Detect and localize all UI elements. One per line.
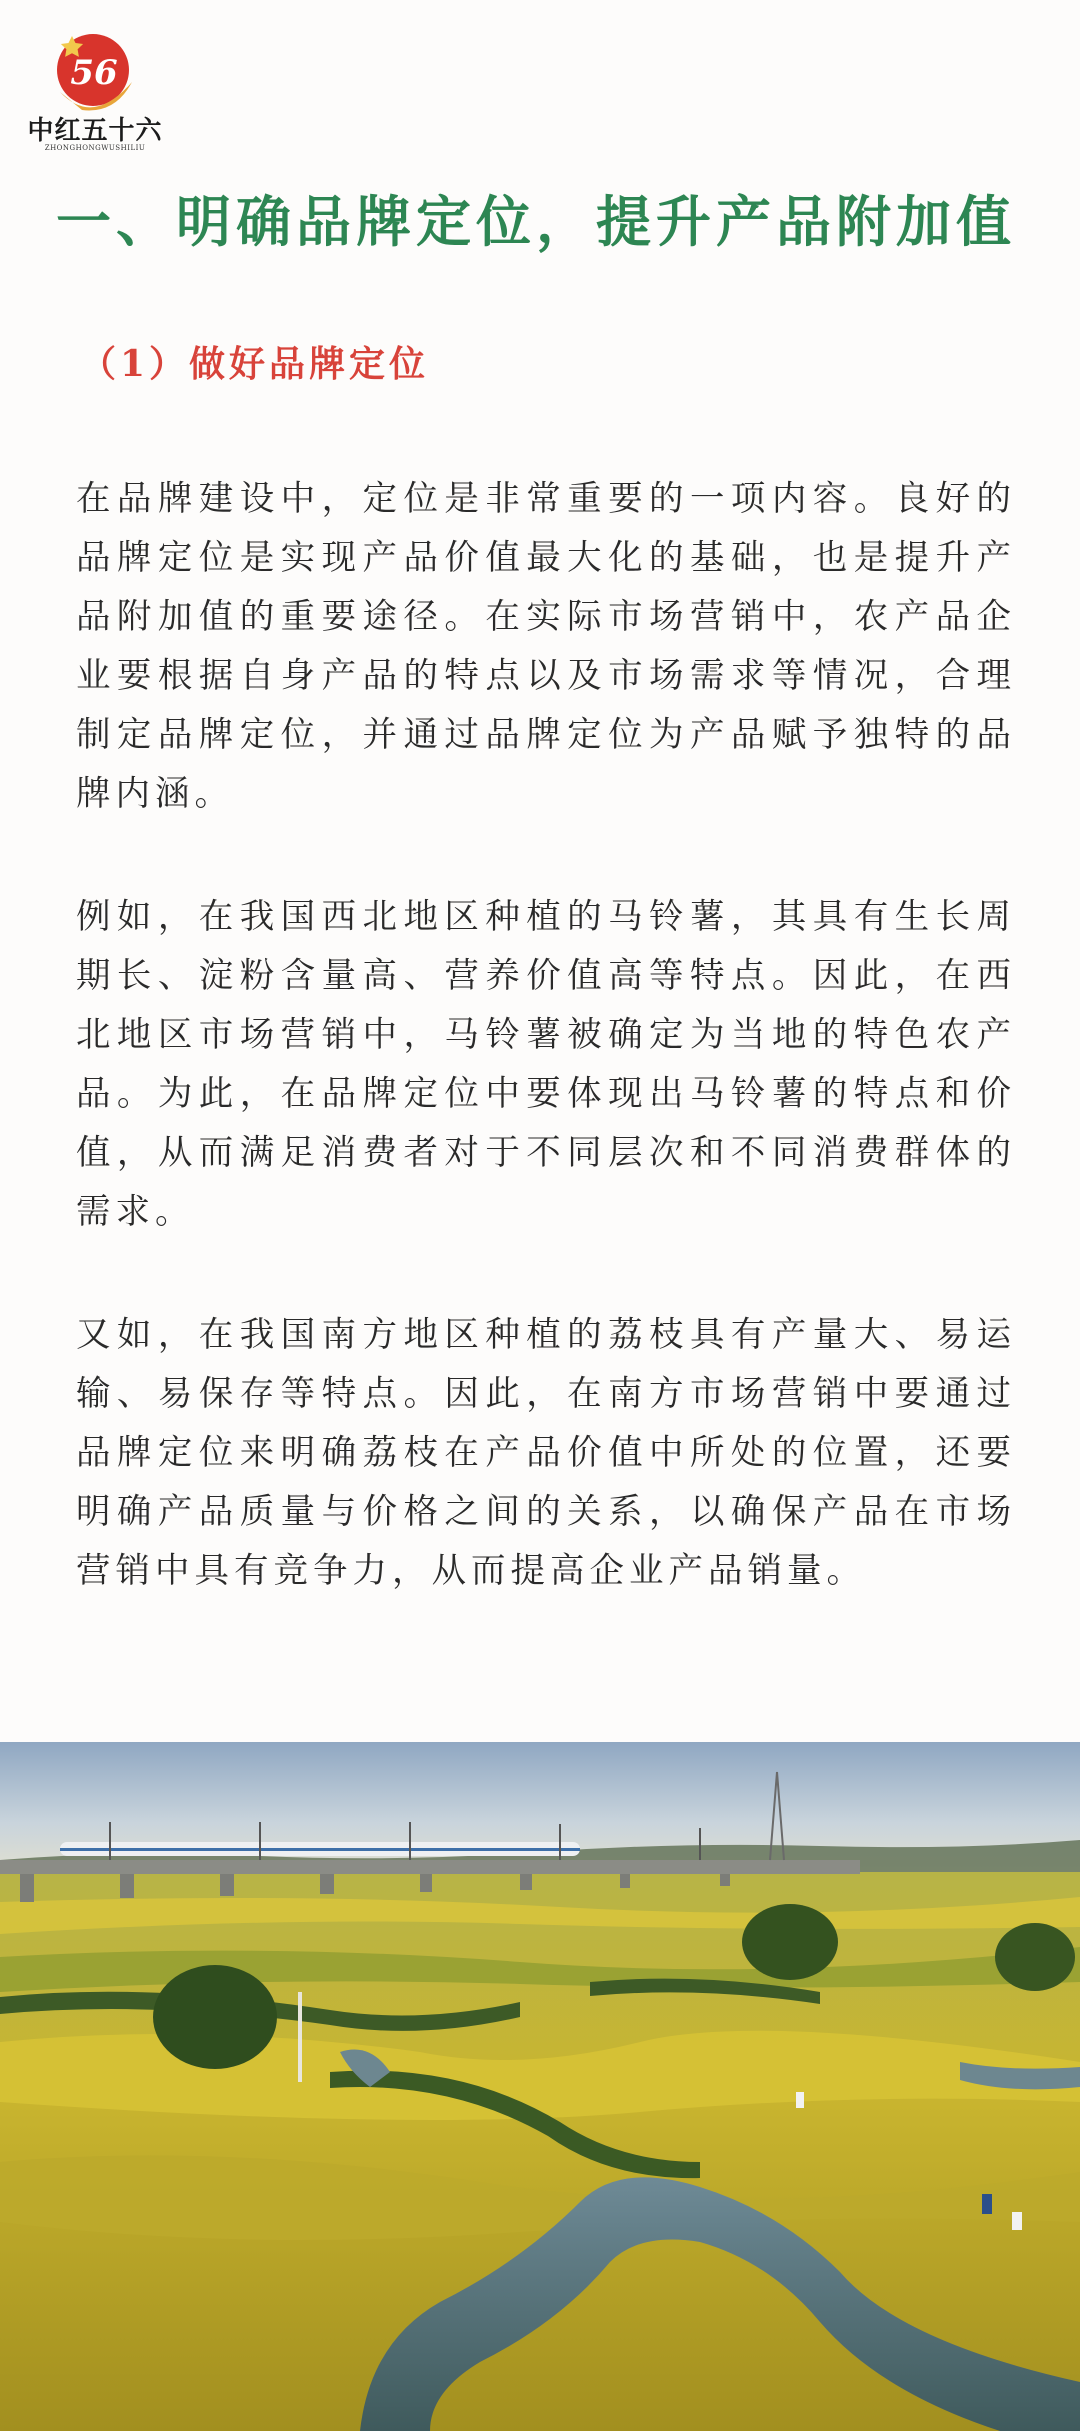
- tree: [995, 1923, 1075, 1991]
- logo-subtext: ZHONGHONGWUSHILIU: [44, 144, 146, 152]
- paragraph-potato-example: 例如，在我国西北地区种植的马铃薯，其具有生长周期长、淀粉含量高、营养价值高等特点。因此，在西北地区市场营销中，马铃薯被确定为当地的特色农产品。为此，在品牌定位中要体现出马铃薯的特点和价值，从而满足消费者对于不同层次和不同消费群体的需求。: [76, 897, 1016, 1232]
- logo-emblem-icon: [20, 22, 170, 117]
- paragraph-brand-positioning: 在品牌建设中，定位是非常重要的一项内容。良好的品牌定位是实现产品价值最大化的基础，也是提升产品附加值的重要途径。在实际市场营销中，农产品企业要根据自身产品的特点以及市场需求等情况，合理制定品牌定位，并通过品牌定位为产品赋予独特的品牌内涵。: [76, 479, 1016, 814]
- landscape-photo: [0, 1742, 1080, 2431]
- railway-viaduct: [0, 1860, 860, 1874]
- logo-text: 中红五十六: [27, 116, 163, 146]
- section-subtitle: （1）做好品牌定位: [80, 343, 430, 385]
- tree: [742, 1904, 838, 1980]
- logo-number: 56: [70, 53, 118, 93]
- page-title: 一、明确品牌定位，提升产品附加值: [56, 189, 1017, 254]
- paragraph-lychee-example: 又如，在我国南方地区种植的荔枝具有产量大、易运输、易保存等特点。因此，在南方市场营销中要通过品牌定位来明确荔枝在产品价值中所处的位置，还要明确产品质量与价格之间的关系，以确保产品在市场营销中具有竞争力，从而提高企业产品销量。: [76, 1315, 1016, 1591]
- logo: [20, 22, 170, 152]
- tree: [153, 1965, 277, 2069]
